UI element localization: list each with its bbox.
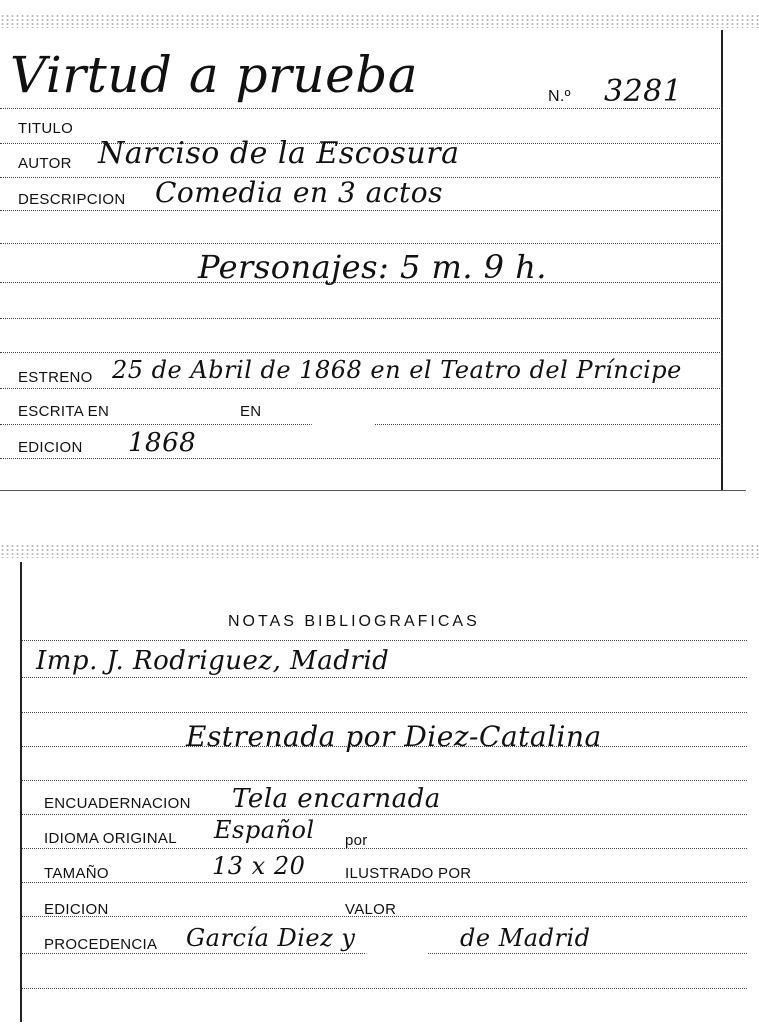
rule bbox=[0, 458, 722, 459]
estreno-value: 25 de Abril de 1868 en el Teatro del Príncipe bbox=[112, 356, 682, 384]
valor-label: VALOR bbox=[345, 901, 397, 918]
card-top-edge-texture bbox=[0, 544, 759, 558]
rule bbox=[22, 848, 747, 849]
rule bbox=[0, 243, 722, 244]
autor-label: AUTOR bbox=[18, 155, 72, 172]
ilustrado-por-label: ILUSTRADO POR bbox=[345, 865, 472, 882]
edicion-value: 1868 bbox=[128, 428, 197, 458]
catalog-card-bottom bbox=[0, 540, 759, 1028]
rule bbox=[22, 712, 747, 713]
catalog-number: 3281 bbox=[604, 74, 683, 109]
title-handwritten: Virtud a prueba bbox=[10, 46, 419, 104]
rule bbox=[22, 677, 747, 678]
card-right-border bbox=[721, 30, 723, 490]
redaction-smudge bbox=[366, 930, 428, 966]
procedencia-value-b: de Madrid bbox=[460, 924, 591, 952]
en-label: EN bbox=[240, 403, 262, 420]
tamano-label: TAMAÑO bbox=[44, 865, 109, 882]
rule bbox=[22, 780, 747, 781]
idioma-original-label: IDIOMA ORIGINAL bbox=[44, 830, 177, 847]
por-label: por bbox=[345, 832, 368, 849]
number-label: N.º bbox=[548, 88, 571, 105]
rule bbox=[22, 882, 747, 883]
descripcion-label: DESCRIPCION bbox=[18, 191, 126, 208]
encuadernacion-value: Tela encarnada bbox=[232, 784, 441, 814]
tamano-value: 13 x 20 bbox=[212, 852, 306, 880]
rule bbox=[22, 814, 747, 815]
rule bbox=[22, 640, 747, 641]
card-bottom-edge bbox=[0, 490, 746, 491]
redaction-smudge bbox=[312, 400, 374, 440]
personajes-value: Personajes: 5 m. 9 h. bbox=[198, 248, 547, 286]
rule bbox=[0, 352, 722, 353]
rule bbox=[0, 388, 722, 389]
catalog-card-top bbox=[0, 0, 759, 500]
procedencia-label: PROCEDENCIA bbox=[44, 936, 158, 953]
idioma-original-value: Español bbox=[214, 816, 315, 844]
rule bbox=[22, 988, 747, 989]
procedencia-value-a: García Diez y bbox=[186, 924, 356, 952]
titulo-label: TITULO bbox=[18, 120, 74, 137]
autor-value: Narciso de la Escosura bbox=[98, 136, 460, 171]
note-premiere: Estrenada por Diez-Catalina bbox=[186, 720, 602, 753]
estreno-label: ESTRENO bbox=[18, 369, 93, 386]
rule bbox=[0, 318, 722, 319]
rule bbox=[0, 210, 722, 211]
escrita-en-label: ESCRITA EN bbox=[18, 403, 110, 420]
notas-heading: NOTAS BIBLIOGRAFICAS bbox=[228, 613, 480, 630]
descripcion-value: Comedia en 3 actos bbox=[155, 176, 443, 209]
encuadernacion-label: ENCUADERNACION bbox=[44, 795, 191, 812]
edicion-label: EDICION bbox=[18, 439, 83, 456]
note-printer: Imp. J. Rodriguez, Madrid bbox=[36, 646, 390, 676]
edicion-label-bottom: EDICION bbox=[44, 901, 109, 918]
card-top-edge-texture bbox=[0, 14, 759, 28]
